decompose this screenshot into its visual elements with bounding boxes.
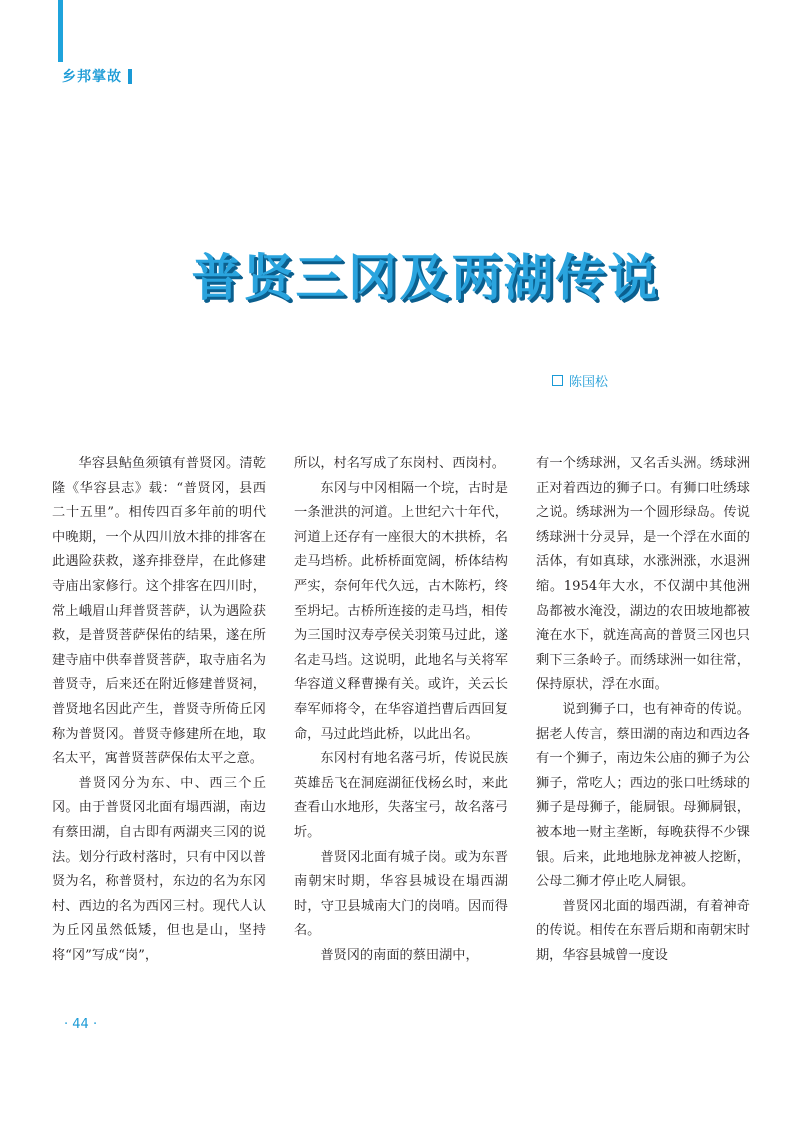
paragraph: 有一个绣球洲，又名舌头洲。绣球洲正对着西边的狮子口。有狮口吐绣球之说。绣球洲为一个圆形绿岛。传说绣球洲十分灵异，是一个浮在水面的活体，有如真球，水涨洲涨，水退洲缩。1954年大水，不仅湖中其他洲岛都被水淹没，湖边的农田坡地都被淹在水下，就连高高的普贤三冈也只剩下三条岭子。而绣球洲一如往常，保持原状，浮在水面。 (536, 456, 750, 693)
paragraph: 说到狮子口，也有神奇的传说。据老人传言，蔡田湖的南边和西边各有一个狮子，南边朱公庙的狮子为公狮子，常吃人；西边的张口吐绣球的狮子是母狮子，能屙银。母狮屙银，被本地一财主垄断，每晚获得不少锞银。后来，此地地脉龙神被人挖断，公母二狮才停止吃人屙银。 (536, 701, 750, 890)
byline (552, 371, 608, 390)
section-tag (62, 66, 132, 86)
paragraph: 普贤冈北面的塌西湖，有着神奇的传说。相传在东晋后期和南朝宋时期，华容县城曾一度设 (536, 898, 750, 963)
text-column-1 (52, 452, 266, 1007)
page-number: · 44 · (64, 1017, 98, 1032)
paragraph: 华容县鲇鱼须镇有普贤冈。清乾隆《华容县志》载：“普贤冈，县西二十五里”。相传四百多年前的明代中晚期，一个从四川放木排的排客在此遇险获救，遂弃排登岸，在此修建寺庙出家修行。这个排客在四川时，常上峨眉山拜普贤菩萨，认为遇险获救，是普贤菩萨保佑的结果，遂在所建寺庙中供奉普贤菩萨，取寺庙名为普贤寺，后来还在附近修建普贤祠，普贤地名因此产生，普贤寺所倚丘冈称为普贤冈。普贤寺修建所在地，取名太平，寓普贤菩萨保佑太平之意。 (52, 456, 266, 767)
section-bar-icon (128, 69, 132, 84)
text-column-3 (536, 452, 750, 1007)
paragraph: 东冈与中冈相隔一个垸，古时是一条泄洪的河道。上世纪六十年代，河道上还存有一座很大的木拱桥，名走马垱桥。此桥桥面宽阔，桥体结构严实，奈何年代久远，古木陈朽，终至坍圮。古桥所连接的走马垱，相传为三国时汉寿亭侯关羽策马过此，遂名走马垱。这说明，此地名与关将军华容道义释曹操有关。或许，关云长奉军师将令，在华容道挡曹后西回复命，马过此垱此桥，以此出名。 (294, 480, 508, 742)
section-label: 乡邦掌故 (62, 69, 122, 85)
paragraph: 普贤冈分为东、中、西三个丘冈。由于普贤冈北面有塌西湖，南边有蔡田湖，自古即有两湖夹三冈的说法。划分行政村落时，只有中冈以普贤为名，称普贤村，东边的名为东冈村、西边的名为西冈三村。现代人认为丘冈虽然低矮，但也是山，坚持将“冈”写成“岗”， (52, 775, 266, 963)
top-accent-rule (58, 0, 63, 62)
paragraph: 普贤冈北面有城子岗。或为东晋南朝宋时期，华容县城设在塌西湖时，守卫县城南大门的岗哨。因而得名。 (294, 849, 508, 939)
square-marker-icon (552, 375, 563, 386)
paragraph: 所以，村名写成了东岗村、西岗村。 (294, 456, 505, 471)
paragraph: 普贤冈的南面的蔡田湖中， (320, 947, 479, 963)
author-name: 陈国松 (569, 375, 609, 390)
paragraph: 东冈村有地名落弓圻，传说民族英雄岳飞在洞庭湖征伐杨幺时，来此查看山水地形，失落宝弓，故名落弓圻。 (294, 751, 508, 840)
text-column-2 (294, 452, 508, 1007)
article-title: 普贤三冈及两湖传说 (191, 249, 660, 307)
article-body (52, 452, 750, 1007)
